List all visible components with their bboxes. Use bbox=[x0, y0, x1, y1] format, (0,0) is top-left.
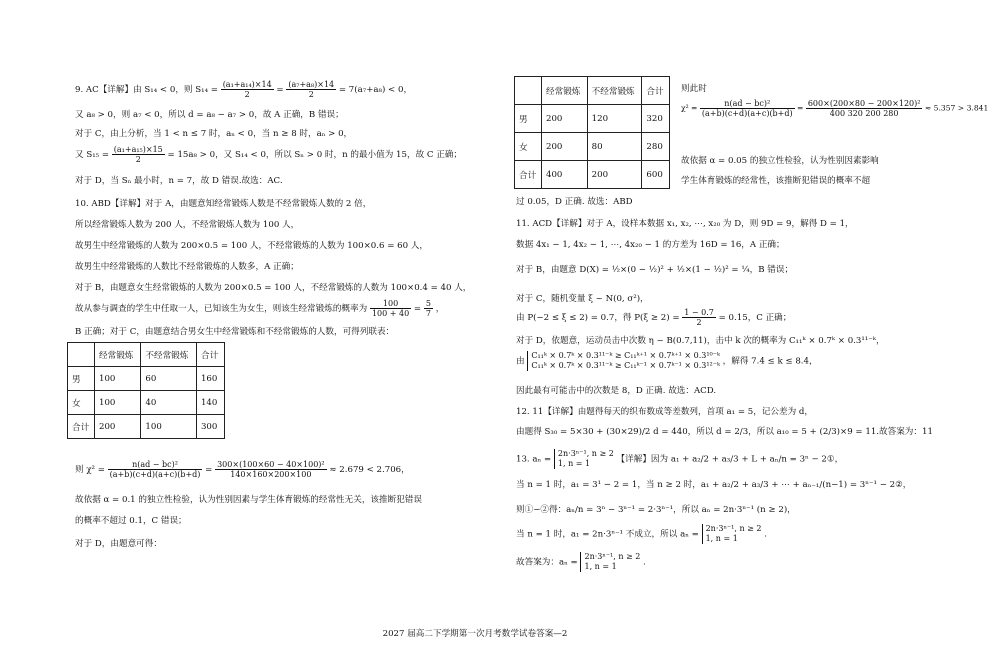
q10-line-10: 对于 D，由题意可得： bbox=[75, 539, 162, 549]
table-cell: 100 bbox=[95, 391, 141, 415]
table-cell: 经常锻炼 bbox=[542, 77, 588, 105]
q13-line-2: 当 n = 1 时，a₁ = 3¹ − 2 = 1，当 n ≥ 2 时，a₁ + a₂/2 + a₃/3 + ⋯ + aₙ₋₁/(n−1) = 3ⁿ⁻¹ − 2②， bbox=[516, 480, 912, 490]
table-cell: 160 bbox=[196, 367, 224, 391]
table-row bbox=[68, 343, 225, 367]
q10-line-6: 故从参与调查的学生中任取一人，已知该生为女生，则该生经常锻炼的概率为 $\frac{100}{100 + 40}$ = $\frac{5}{7}$ ， bbox=[75, 299, 445, 318]
table-row bbox=[515, 161, 670, 189]
table-cell: 200 bbox=[587, 161, 642, 189]
table-row bbox=[68, 391, 225, 415]
q9-line-4: 又 S₁₅ = $\frac{\text{(a₁+a₁₅)×15}}{2}$ = 15a₈ > 0，又 S₁₄ < 0，所以 Sₙ > 0 时，n 的最小值为 15，故 C 正确； bbox=[75, 145, 462, 164]
table-cell: 不经常锻炼 bbox=[141, 343, 197, 367]
q10-line-1: 10. ABD【详解】对于 A，由题意知经常锻炼人数是不经常锻炼人数的 2 倍， bbox=[75, 199, 372, 209]
table-cell: 200 bbox=[95, 415, 141, 439]
table-cell: 280 bbox=[642, 133, 670, 161]
table-row bbox=[515, 77, 670, 105]
q11-line-6: 对于 D，依题意，运动员击中次数 η ~ B(0.7,11)，击中 k 次的概率为 C₁₁ᵏ × 0.7ᵏ × 0.3¹¹⁻ᵏ， bbox=[516, 336, 885, 346]
table-cell: 120 bbox=[587, 105, 642, 133]
chi-square-left: 则 χ² = $\frac{\text{n(ad − bc)²}}{(a+b)(c+d)(a+c)(b+d)}$ = $\frac{\text{300×(100×60 − 40×100)²}}{140\times 160\times 200\times 100}$ ≈ 2.679 < 2.706， bbox=[75, 460, 410, 479]
q10-line-7: B 正确；对于 C，由题意结合男女生中经常锻炼和不经常锻炼的人数，可得列联表： bbox=[75, 327, 395, 337]
q13-line-1: 13. aₙ = 2n·3ⁿ⁻¹, n ≥ 2 1, n = 1 【详解】因为 a₁ + a₂/2 + a₃/3 + L + aₙ/n = 3ⁿ − 2①， bbox=[516, 449, 844, 468]
table-row bbox=[515, 105, 670, 133]
table-cell bbox=[515, 77, 542, 105]
table-cell: 100 bbox=[95, 367, 141, 391]
q11-line-4: 对于 C，随机变量 ξ ~ N(0, σ²)， bbox=[516, 294, 649, 304]
q9-line-5: 对于 D，当 Sₙ 最小时，n = 7，故 D 错误.故选：AC. bbox=[75, 176, 283, 186]
table-cell: 合计 bbox=[515, 161, 542, 189]
table-cell bbox=[68, 343, 95, 367]
table-cell: 400 bbox=[542, 161, 588, 189]
table-cell: 合计 bbox=[196, 343, 224, 367]
page-footer: 2027 届高二下学期第一次月考数学试卷答案—2 bbox=[382, 629, 568, 639]
table-cell: 140 bbox=[196, 391, 224, 415]
q12-line-1: 12. 11【详解】由题得每天的织布数成等差数列，首项 a₁ = 5，记公差为 d， bbox=[516, 407, 814, 417]
q13-line-3: 则①−②得：aₙ/n = 3ⁿ − 3ⁿ⁻¹ = 2·3ⁿ⁻¹，所以 aₙ = 2n·3ⁿ⁻¹ (n ≥ 2)， bbox=[516, 505, 796, 515]
contingency-table-left bbox=[67, 342, 225, 439]
r-then: 则此时 bbox=[681, 84, 707, 94]
table-cell: 男 bbox=[68, 367, 95, 391]
q10-line-2: 所以经常锻炼人数为 200 人，不经常锻炼人数为 100 人， bbox=[75, 220, 300, 230]
q11-line-7: 由 C₁₁ᵏ × 0.7ᵏ × 0.3¹¹⁻ᵏ ≥ C₁₁ᵏ⁺¹ × 0.7ᵏ⁺¹ × 0.3¹⁰⁻ᵏ C₁₁ᵏ × 0.7ᵏ × 0.3¹¹⁻ᵏ ≥ C₁₁ᵏ⁻¹ × 0.7ᵏ⁻¹ × 0.3¹²⁻ᵏ ，解得 7.4 ≤ k ≤ 8.4， bbox=[516, 351, 818, 370]
table-cell: 200 bbox=[542, 133, 588, 161]
table-cell: 60 bbox=[141, 367, 197, 391]
q10-line-9: 的概率不超过 0.1，C 错误； bbox=[75, 516, 187, 526]
table-cell: 320 bbox=[642, 105, 670, 133]
table-cell: 男 bbox=[515, 105, 542, 133]
table-cell: 100 bbox=[141, 415, 197, 439]
q9-line-3: 对于 C，由上分析，当 1 < n ≤ 7 时，aₙ < 0，当 n ≥ 8 时，aₙ > 0， bbox=[75, 129, 353, 139]
table-cell: 经常锻炼 bbox=[95, 343, 141, 367]
q11-line-8: 因此最有可能击中的次数是 8，D 正确. 故选：ACD. bbox=[516, 386, 717, 396]
q9-line-2: 又 a₈ > 0，则 a₇ < 0，所以 d = a₈ − a₇ > 0，故 A 正确，B 错误； bbox=[75, 110, 344, 120]
table-cell: 合计 bbox=[642, 77, 670, 105]
chi-square-right: χ² = $\frac{\text{n(ad − bc)²}}{(a+b)(c+d)(a+c)(b+d)}$ = $\frac{\text{600×(200×80 − 200×120)²}}{400 320 200 280}$ ≈ 5.357 > 3.841 bbox=[681, 99, 988, 118]
r-line-c: 过 0.05，D 正确. 故选：ABD bbox=[516, 197, 633, 207]
table-cell: 200 bbox=[542, 105, 588, 133]
q11-line-3: 对于 B，由题意 D(X) = ½×(0 − ½)² + ½×(1 − ½)² = ¼，B 错误； bbox=[516, 265, 794, 275]
table-cell: 300 bbox=[196, 415, 224, 439]
r-line-b: 学生体育锻炼的经常性，该推断犯错误的概率不超 bbox=[681, 176, 871, 186]
contingency-table-right bbox=[514, 76, 670, 189]
q13-line-4: 当 n = 1 时，a₁ = 2n·3ⁿ⁻¹ 不成立，所以 aₙ = 2n·3ⁿ⁻¹, n ≥ 2 1, n = 1 . bbox=[516, 524, 767, 543]
table-cell: 600 bbox=[642, 161, 670, 189]
table-cell: 不经常锻炼 bbox=[587, 77, 642, 105]
table-row bbox=[68, 367, 225, 391]
q10-line-4: 故男生中经常锻炼的人数比不经常锻炼的人数多，A 正确； bbox=[75, 262, 299, 272]
table-row bbox=[68, 415, 225, 439]
q11-line-5: 由 P(−2 ≤ ξ ≤ 2) = 0.7，得 P(ξ ≥ 2) = $\frac{1 - 0.7}{2}$ = 0.15，C 正确； bbox=[516, 308, 792, 327]
q10-line-3: 故男生中经常锻炼的人数为 200×0.5 = 100 人，不经常锻炼的人数为 100×0.6 = 60 人， bbox=[75, 241, 428, 251]
table-cell: 40 bbox=[141, 391, 197, 415]
q12-line-2: 由题得 S₃₀ = 5×30 + (30×29)/2 d = 440，所以 d = 2/3，所以 a₁₀ = 5 + (2/3)×9 = 11.故答案为：11 bbox=[516, 427, 933, 437]
q11-line-2: 数据 4x₁ − 1, 4x₂ − 1, ⋯, 4x₂₀ − 1 的方差为 16D = 16，A 正确； bbox=[516, 240, 785, 250]
table-cell: 合计 bbox=[68, 415, 95, 439]
table-row bbox=[515, 133, 670, 161]
table-cell: 女 bbox=[68, 391, 95, 415]
table-cell: 80 bbox=[587, 133, 642, 161]
q10-line-8: 故依据 α = 0.1 的独立性检验，认为性别因素与学生体育锻炼的经常性无关，该推断犯错误 bbox=[75, 495, 422, 505]
q13-line-5: 故答案为：aₙ = 2n·3ⁿ⁻¹, n ≥ 2 1, n = 1 . bbox=[516, 552, 646, 571]
q11-line-1: 11. ACD【详解】对于 A，设样本数据 x₁, x₂, ⋯, x₂₀ 为 D，则 9D = 9，解得 D = 1， bbox=[516, 219, 854, 229]
r-line-a: 故依据 α = 0.05 的独立性检验，认为性别因素影响 bbox=[681, 156, 879, 166]
table-cell: 女 bbox=[515, 133, 542, 161]
q10-line-5: 对于 B，由题意女生经常锻炼的人数为 200×0.5 = 100 人，不经常锻炼的人数为 100×0.4 = 40 人， bbox=[75, 283, 472, 293]
q9-line-1: 9. AC【详解】由 S₁₄ < 0，则 S₁₄ = $\frac{\text{(a₁+a₁₄)×14}}{2}$ = $\frac{\text{(a₇+a₈)×14}}{2}$ = 7(a₇+a₈) < 0， bbox=[75, 80, 413, 99]
